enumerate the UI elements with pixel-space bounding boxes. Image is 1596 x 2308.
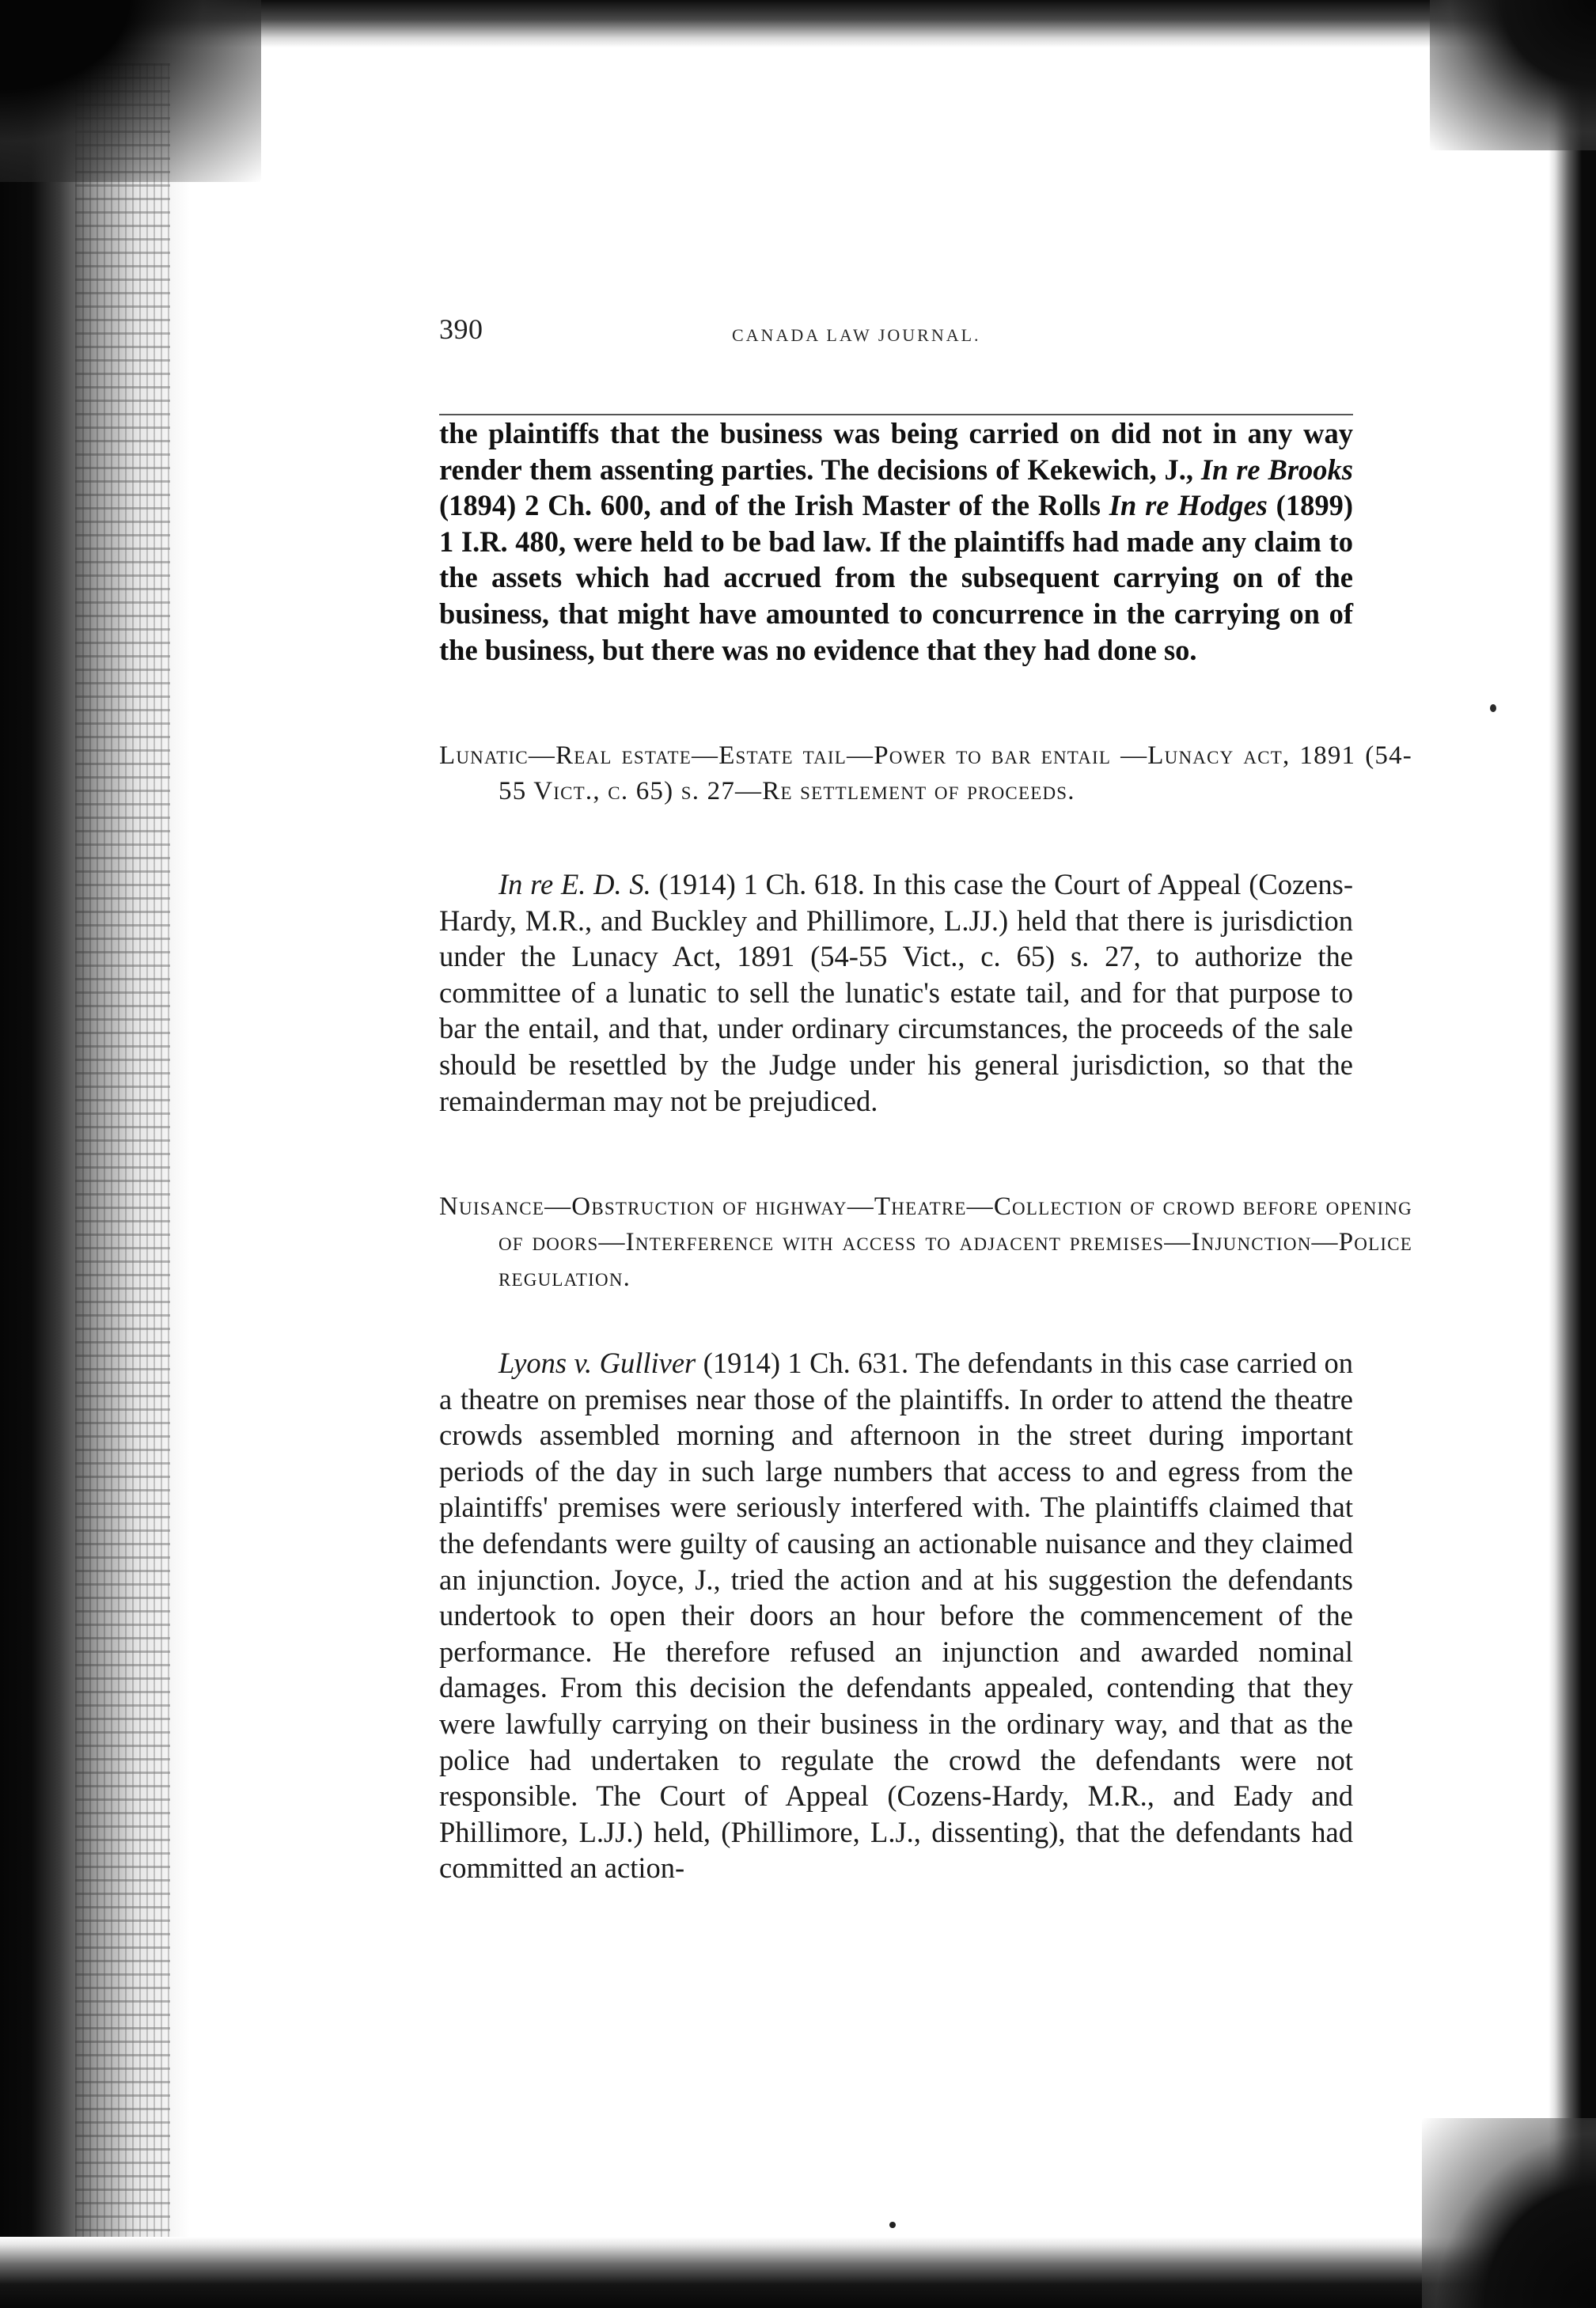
paragraph-text: (1899) 1 I.R. 480, were held to be bad law. If the plaintiffs had made any claim to the assets which had accrued from the subsequent carrying on of the business, that might have amounted to concurrence in the carrying on of the business, but there was no evidence that they had done so.	[439, 489, 1353, 666]
paragraph-text: (1914) 1 Ch. 631. The defendants in this case carried on a theatre on premises near those of the plaintiffs. In order to attend the theatre crowds assembled morning and afternoon in the street during important periods of the day in such large numbers that access to and egress from the plaintiffs' premises were seriously interfered with. The plaintiffs claimed that the defendants were guilty of causing an actionable nuisance and they claimed an injunction. Joyce, J., tried the action and at his suggestion the defendants undertook to open their doors an hour before the commencement of the performance. He therefore refused an injunction and awarded nominal damages. From this decision the defendants appealed, contending that they were lawfully carrying on their business in the ordinary way, and that as the police had undertaken to regulate the crowd the defendants were not responsible. The Court of Appeal (Cozens-Hardy, M.R., and Eady and Phillimore, L.JJ.) held, (Phillimore, L.J., dissenting), that the defendants had committed an action-	[439, 1347, 1354, 1885]
scan-shadow-right	[1549, 0, 1596, 2308]
running-head	[439, 313, 1353, 360]
scan-corner-top-right	[1430, 0, 1596, 150]
page-body	[439, 313, 1412, 1885]
scan-speck	[889, 2222, 896, 2228]
case-paragraph	[439, 1345, 1353, 1886]
journal-title: CANADA LAW JOURNAL.	[732, 325, 981, 345]
paragraph-text: (1914) 1 Ch. 618. In this case the Court of Appeal (Cozens-Hardy, M.R., and Buckley and Phillimore, L.JJ.) held that there is jurisdiction under the Lunacy Act, 1891 (54-55 Vict., c. 65) s. 27, to authorize the committee of a lunatic to sell the lunatic's estate tail, and for that purpose to bar the entail, and that, under ordinary circumstances, the proceeds of the sale should be resettled by the Judge under his general jurisdiction, so that the remainderman may not be prejudiced.	[439, 868, 1353, 1117]
section-headnote: Nuisance—Obstruction of highway—Theatre—Collection of crowd before opening of doors—Interference with access to adjacent premises—Injunction—Police regulation.	[439, 1192, 1412, 1292]
section-headnote: Lunatic—Real estate—Estate tail—Power to bar entail —Lunacy act, 1891 (54-55 Vict., c. 65) s. 27—Re settlement of proceeds.	[439, 741, 1412, 805]
case-citation: In re Hodges	[1109, 489, 1268, 522]
case-paragraph	[439, 866, 1353, 1119]
scan-corner-bottom-right	[1422, 2118, 1596, 2308]
scan-corner-top-left	[0, 0, 261, 182]
scan-shadow-bottom	[0, 2237, 1596, 2308]
case-citation: In re E. D. S.	[499, 868, 651, 900]
scan-speck	[1490, 704, 1496, 712]
case-citation: In re Brooks	[1200, 453, 1354, 486]
paragraph-text: (1894) 2 Ch. 600, and of the Irish Master of the Rolls	[439, 489, 1109, 522]
paragraph-text: the plaintiffs that the business was being carried on did not in any way render them assenting parties. The decisions of Kekewich, J.,	[439, 417, 1353, 486]
scan-binding-streaks	[75, 63, 170, 2263]
case-citation: Lyons v. Gulliver	[499, 1347, 696, 1379]
page-number: 390	[439, 313, 483, 345]
paragraph-continuation	[439, 415, 1353, 668]
